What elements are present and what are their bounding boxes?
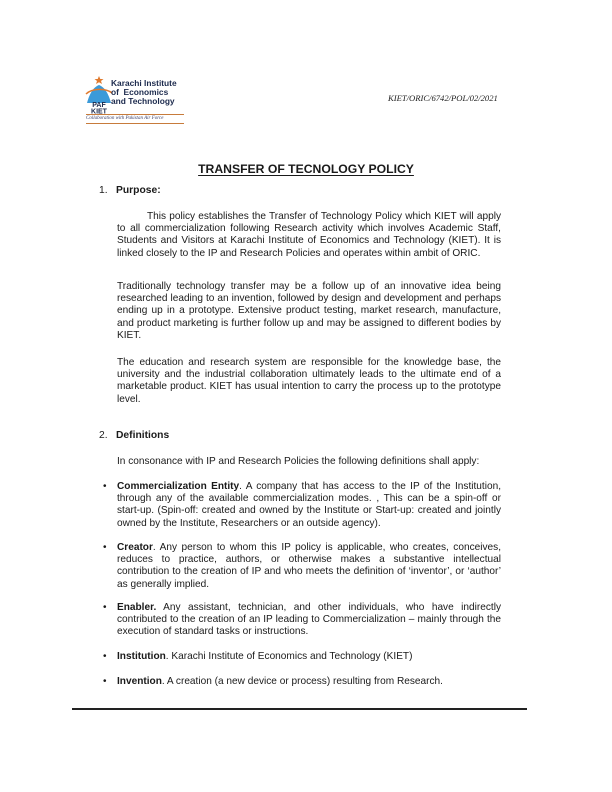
institution-name-line3: and Technology bbox=[111, 96, 175, 106]
definition-text: Any assistant, technician, and other individuals, who have indirectly contributed to the creation of an IP leading to Commercialization – mainly through the execution of standard tasks or instructions. bbox=[117, 602, 501, 638]
bullet-icon: • bbox=[103, 651, 107, 662]
definition-term: Institution bbox=[117, 651, 166, 662]
definition-term: Creator bbox=[117, 542, 153, 553]
definition-item bbox=[103, 651, 501, 663]
document-reference-number: KIET/ORIC/6742/POL/02/2021 bbox=[388, 93, 498, 103]
definition-term: Enabler. bbox=[117, 602, 157, 613]
section-heading-purpose bbox=[99, 185, 161, 196]
definitions-intro: In consonance with IP and Research Policies the following definitions shall apply: bbox=[117, 456, 480, 467]
purpose-paragraph-3: The education and research system are responsible for the knowledge base, the university and the industrial collaboration ultimately leads to the ultimate end of a marketable product. KIET has usual intention to carry the process up to the prototype level. bbox=[117, 357, 501, 405]
institution-name-line2: of Economics bbox=[111, 87, 169, 97]
purpose-paragraph-2: Traditionally technology transfer may be a follow up of an innovative idea being researched leading to an invention, followed by design and development and perhaps ending up in a prototype. Extensive product testing, market research, manufacture, and product marketing is further follow up and may be assigned to different bodies by KIET. bbox=[117, 281, 501, 341]
institution-logo bbox=[84, 76, 264, 124]
definition-item bbox=[103, 676, 501, 688]
definition-term: Commercialization Entity bbox=[117, 481, 240, 492]
section-number: 1. bbox=[99, 185, 108, 196]
svg-text:KIET: KIET bbox=[91, 108, 107, 114]
bullet-icon: • bbox=[103, 676, 107, 687]
definition-item bbox=[103, 602, 501, 639]
purpose-paragraph-1: This policy establishes the Transfer of Technology Policy which KIET will apply to all commercialization following Research activity which involves Academic Staff, Students and Visitors at Karachi Institute of Economics and Technology (KIET). It is linked closely to the IP and Research Policies and operates within ambit of ORIC. bbox=[117, 211, 501, 259]
section-heading-definitions bbox=[99, 430, 169, 441]
bullet-icon: • bbox=[103, 542, 107, 553]
logo-tagline: Collaboration with Pakistan Air Force bbox=[86, 115, 164, 121]
logo-divider-bottom bbox=[86, 123, 184, 124]
institution-name-line1: Karachi Institute bbox=[111, 78, 177, 88]
definition-term: Invention bbox=[117, 676, 162, 687]
definition-item bbox=[103, 481, 501, 530]
footer-divider bbox=[72, 708, 527, 710]
bullet-icon: • bbox=[103, 602, 107, 613]
institution-name bbox=[111, 79, 177, 106]
paf-kiet-emblem-icon bbox=[84, 76, 114, 114]
section-number: 2. bbox=[99, 430, 108, 441]
svg-text:PAF: PAF bbox=[92, 102, 106, 109]
definition-text: . Karachi Institute of Economics and Technology (KIET) bbox=[165, 651, 413, 662]
definition-text: . A company that has access to the IP of the Institution, through any of the available commercialization modes. , This can be a spin-off or start-up. (Spin-off: created and owned by the Institute or Start-up: created and jointly owned by the Institute, Researchers or an outside agency). bbox=[117, 481, 501, 529]
definition-text: . A creation (a new device or process) resulting from Research. bbox=[161, 676, 443, 687]
definition-text: . Any person to whom this IP policy is applicable, who creates, conceives, reduces to practice, authors, or otherwise makes a substantive intellectual contribution to the creation of IP and who meets the definition of ‘inventor’, or ‘author’ as generally implied. bbox=[117, 542, 501, 590]
definition-item bbox=[103, 542, 501, 591]
bullet-icon: • bbox=[103, 481, 107, 492]
document-title: TRANSFER OF TECNOLOGY POLICY bbox=[198, 162, 414, 176]
section-title: Definitions bbox=[116, 430, 170, 441]
section-title: Purpose: bbox=[116, 185, 161, 196]
